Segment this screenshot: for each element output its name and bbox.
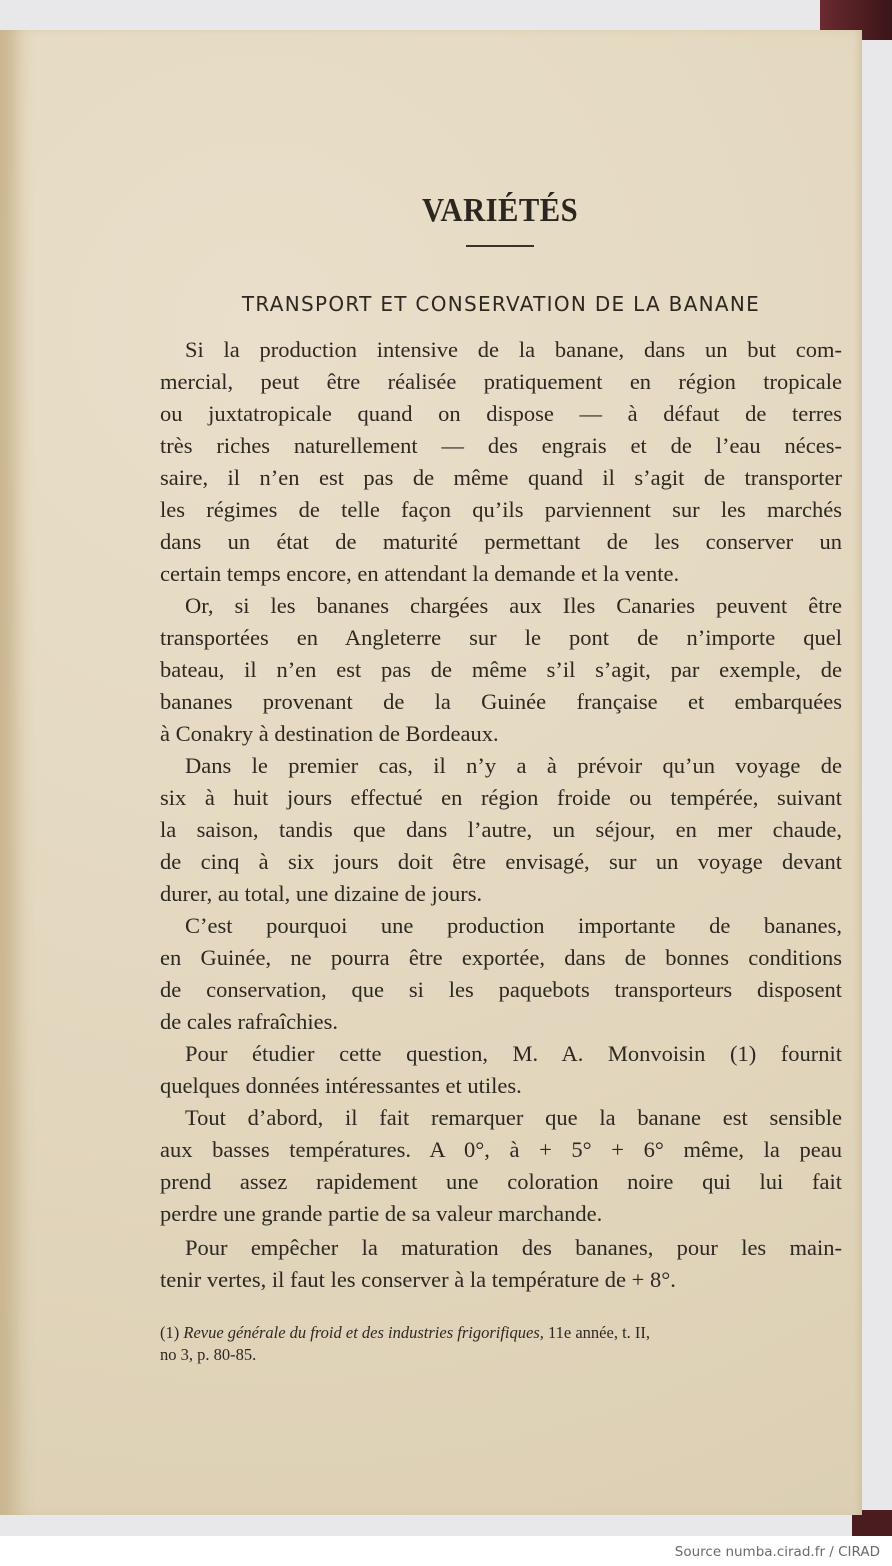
text-line: durer, au total, une dizaine de jours. [160,881,483,906]
text-line: très riches naturellement — des engrais et de l’eau néces- [160,433,842,458]
article-title: TRANSPORT ET CONSERVATION DE LA BANANE [241,292,761,316]
text-line: ou juxtatropicale quand on dispose — à défaut de terres [160,401,842,426]
text-line: en Guinée, ne pourra être exportée, dans de bonnes conditions [160,945,842,970]
text-line: la saison, tandis que dans l’autre, un séjour, en mer chaude, [160,817,842,842]
footnote-marker: (1) [160,1323,180,1342]
text-line: quelques données intéressantes et utiles. [160,1073,522,1098]
text-line: six à huit jours effectué en région froide ou tempérée, suivant [160,785,842,810]
text-line: bananes provenant de la Guinée française et embarquées [160,689,842,714]
text-line: saire, il n’en est pas de même quand il s’agit de transporter [160,465,842,490]
text-line: perdre une grande partie de sa valeur marchande. [160,1201,603,1226]
source-credit: Source numba.cirad.fr / CIRAD [674,1544,880,1560]
footnote-title: Revue générale du froid et des industries frigorifiques, [183,1323,544,1342]
text-line: Pour empêcher la maturation des bananes, pour les main- [185,1235,842,1260]
text-line: Dans le premier cas, il n’y a à prévoir qu’un voyage de [185,753,842,778]
footnote-detail: 11e année, t. II, [548,1323,651,1342]
text-line: dans un état de maturité permettant de les conserver un [160,529,842,554]
heading-rule [466,245,534,247]
text-line: aux basses températures. A 0°, à + 5° + 6° même, la peau [160,1137,842,1162]
section-heading: VARIÉTÉS [421,192,579,229]
text-line: bateau, il n’en est pas de même s’il s’agit, par exemple, de [160,657,842,682]
text-line: Si la production intensive de la banane, dans un but com- [185,337,842,362]
footnote [160,1322,842,1366]
text-line: C’est pourquoi une production importante de bananes, [185,913,842,938]
text-line: de cales rafraîchies. [160,1009,339,1034]
footnote-detail-2: no 3, p. 80-85. [160,1345,257,1364]
text-line: certain temps encore, en attendant la demande et la vente. [160,561,680,586]
text-line: Pour étudier cette question, M. A. Monvoisin (1) fournit [185,1041,842,1066]
text-line: tenir vertes, il faut les conserver à la température de + 8°. [160,1267,676,1292]
text-line: de cinq à six jours doit être envisagé, sur un voyage devant [160,849,842,874]
text-line: les régimes de telle façon qu’ils parviennent sur les marchés [160,497,842,522]
text-line: prend assez rapidement une coloration noire qui lui fait [160,1169,842,1194]
text-line: transportées en Angleterre sur le pont de n’importe quel [160,625,842,650]
text-line: à Conakry à destination de Bordeaux. [160,721,499,746]
text-line: Tout d’abord, il fait remarquer que la banane est sensible [185,1105,842,1130]
text-line: de conservation, que si les paquebots transporteurs disposent [160,977,842,1002]
text-line: mercial, peut être réalisée pratiquement en région tropicale [160,369,842,394]
text-line: Or, si les bananes chargées aux Iles Canaries peuvent être [185,593,842,618]
